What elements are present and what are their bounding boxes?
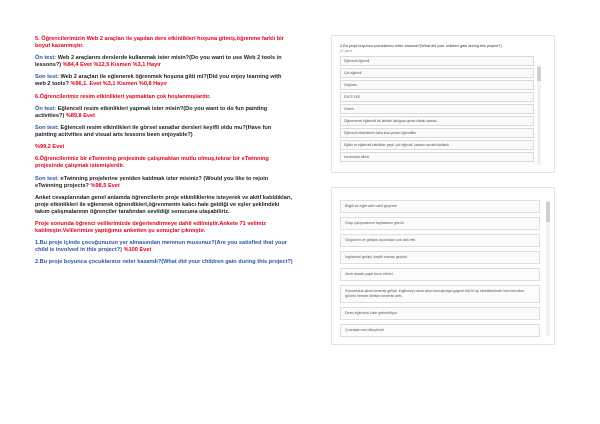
pretest-painting-question: Eğlenceli resim etkinlikleri yapmak ister misin?(Do you want to do fun painting activities?) xyxy=(35,105,268,119)
survey-conclusion: Anket cevaplarından genel anlamda öğrencilerin proje etkinliklerine isteyerek ve aktif katıldıkları, proje etkinlikleri ile eğlenerek öğrendikleri,öğrenmenin kalıcı hale geldiği ve eşler şeklindeki takım çalışmalarının öğrenciler tarafından sevildiği sonucuna ulaşabiliriz. xyxy=(35,194,293,215)
survey-responses-panel xyxy=(331,35,555,173)
parent-question-2: 2.Bu proje boyunca çocuklarınız neler kazandı?(What did your children gain during this project?) xyxy=(35,259,293,266)
pretest-web2-stats: %84,4 Evet %12,5 Kısmen %3,1 Hayır xyxy=(62,62,161,69)
posttest-etwinning-stats: %98,5 Evet xyxy=(90,182,120,189)
response-item: İngilizcesi gelişti, keyifli zaman geçirdi. xyxy=(340,251,540,264)
response-item: Zevk alarak yaptı bunu bilinci xyxy=(340,268,540,281)
response-item: Özgüven xyxy=(340,80,534,90)
posttest-etwinning-question: eTwinning projelerine yeniden katılmak ister misiniz? (Would you like to rejoin eTwinning projects? xyxy=(35,175,269,189)
response-item: Özgüveni ve gelişim açısından çok fark etti. xyxy=(340,234,540,247)
finding-6-heading: 6.Öğrencilerimiz resim etkinlikleri yapmaktan çok hoşlanmışlardır. xyxy=(35,93,211,100)
pretest-web2-paragraph xyxy=(35,55,293,69)
response-item: Dersi eğlenceli hale getirebiliyor xyxy=(340,307,540,320)
pretest-label: Ön test: xyxy=(35,105,57,112)
response-item: Eğlenceli etkinliklerle daha kısa yoldan öğrendiler xyxy=(340,128,534,138)
survey-question: 2.Bu proje boyunca çocuklarınız neler kazandı?(What did your children gain during this project?) xyxy=(340,44,502,48)
finding-5-heading: 5. Öğrencilerimizin Web 2 araçları ile yapılan ders etkinlikleri hoşuna gitmiş,öğrenme farklı bir boyut kazanmıştır. xyxy=(35,36,284,49)
posttest-label: Son test: xyxy=(35,74,59,81)
parent-question-1-stats: %100 Evet xyxy=(123,247,152,254)
posttest-painting-stats: %99,2 Evet xyxy=(35,144,65,151)
response-item: Sorumluluk alma becerisi gelişti, ingilizceyi daha akıcı konuşmaya gayret etti,Grup etkinliklerinde hem kendine güveni hemde iletisim becerisi arttı. xyxy=(340,285,540,303)
pretest-label: Ön test: xyxy=(35,55,57,62)
posttest-web2-paragraph xyxy=(35,74,293,88)
survey-responses-panel-2 xyxy=(331,187,555,345)
posttest-web2-question: Web 2 araçları ile eğlenerek öğrenmek hoşuna gitti mi?(Did you enjoy learning with web 2 tools? xyxy=(35,74,282,88)
pretest-web2-question: Web 2 araçlarını derslerde kullanmak ister misin?(Do you want to use Web 2 tools in lessons?) xyxy=(35,55,282,69)
response-item: Eğitici ve eğlenceli etkinlikler yaptı, çok eğlendi, yabancı sevimli kullandı xyxy=(340,140,534,150)
response-item: Güven xyxy=(340,104,534,114)
response-count: 47 yanıt xyxy=(340,49,353,53)
response-item: Çocuklarımız bilinçlendi xyxy=(340,324,540,337)
posttest-web2-stats: %96,1. Evet %3,1 Kısmen %0,8 Hayır xyxy=(70,81,168,88)
left-text-column xyxy=(35,36,293,271)
response-item: sorumluluk bilinci xyxy=(340,152,534,162)
response-item: EVET/YES xyxy=(340,92,534,102)
posttest-painting-paragraph xyxy=(35,125,293,139)
finding-etwinning-heading: 6.Öğrencilerimiz bir eTwinning projesinde çalışmaktan mutlu olmuş,tekrar bir eTwinning projesinde çalışmak istemişlerdir. xyxy=(35,156,269,170)
posttest-etwinning-paragraph xyxy=(35,176,293,190)
parent-question-1-text: 1.Bu proje içinde çocuğunuzun yer almasından memnun musunuz?(Are you satisfied that your child is involved in this project?) xyxy=(35,240,288,254)
posttest-label: Son test: xyxy=(35,124,59,131)
scrollbar-thumb[interactable] xyxy=(546,202,550,222)
response-item: Öğrenmenin eğlenceli bir aktivite olduğunu genel olarak kavradı xyxy=(340,116,534,126)
response-item: Çok eğlendi xyxy=(340,68,534,78)
posttest-painting-question: Eğlenceli resim etkinlikleri ile görsel sanatlar dersleri keyifli oldu mu?(Have fun painting activities and visual arts lessons been enjoyable?) xyxy=(35,124,272,138)
response-item: Eğlenceli öğrendi xyxy=(340,56,534,66)
pretest-painting-stats: %89,8 Evet xyxy=(65,112,96,119)
pretest-painting-paragraph xyxy=(35,106,293,120)
response-item: Bilgili ve eğlenceli vakit geçirme xyxy=(340,200,540,213)
posttest-label: Son test: xyxy=(35,175,59,182)
parent-survey-intro: Proje sonunda öğrenci velilerimizde değerlendirmeye dahil edilmiştir.Ankete 71 velimiz katılmıştır.Velilerimize yaptığımız anketten şu sonuçlar çıkmıştır. xyxy=(35,220,266,234)
response-item: Grup çalışmasının faydalarını gördü xyxy=(340,217,540,230)
parent-question-1 xyxy=(35,240,293,254)
scrollbar-thumb[interactable] xyxy=(537,67,541,81)
